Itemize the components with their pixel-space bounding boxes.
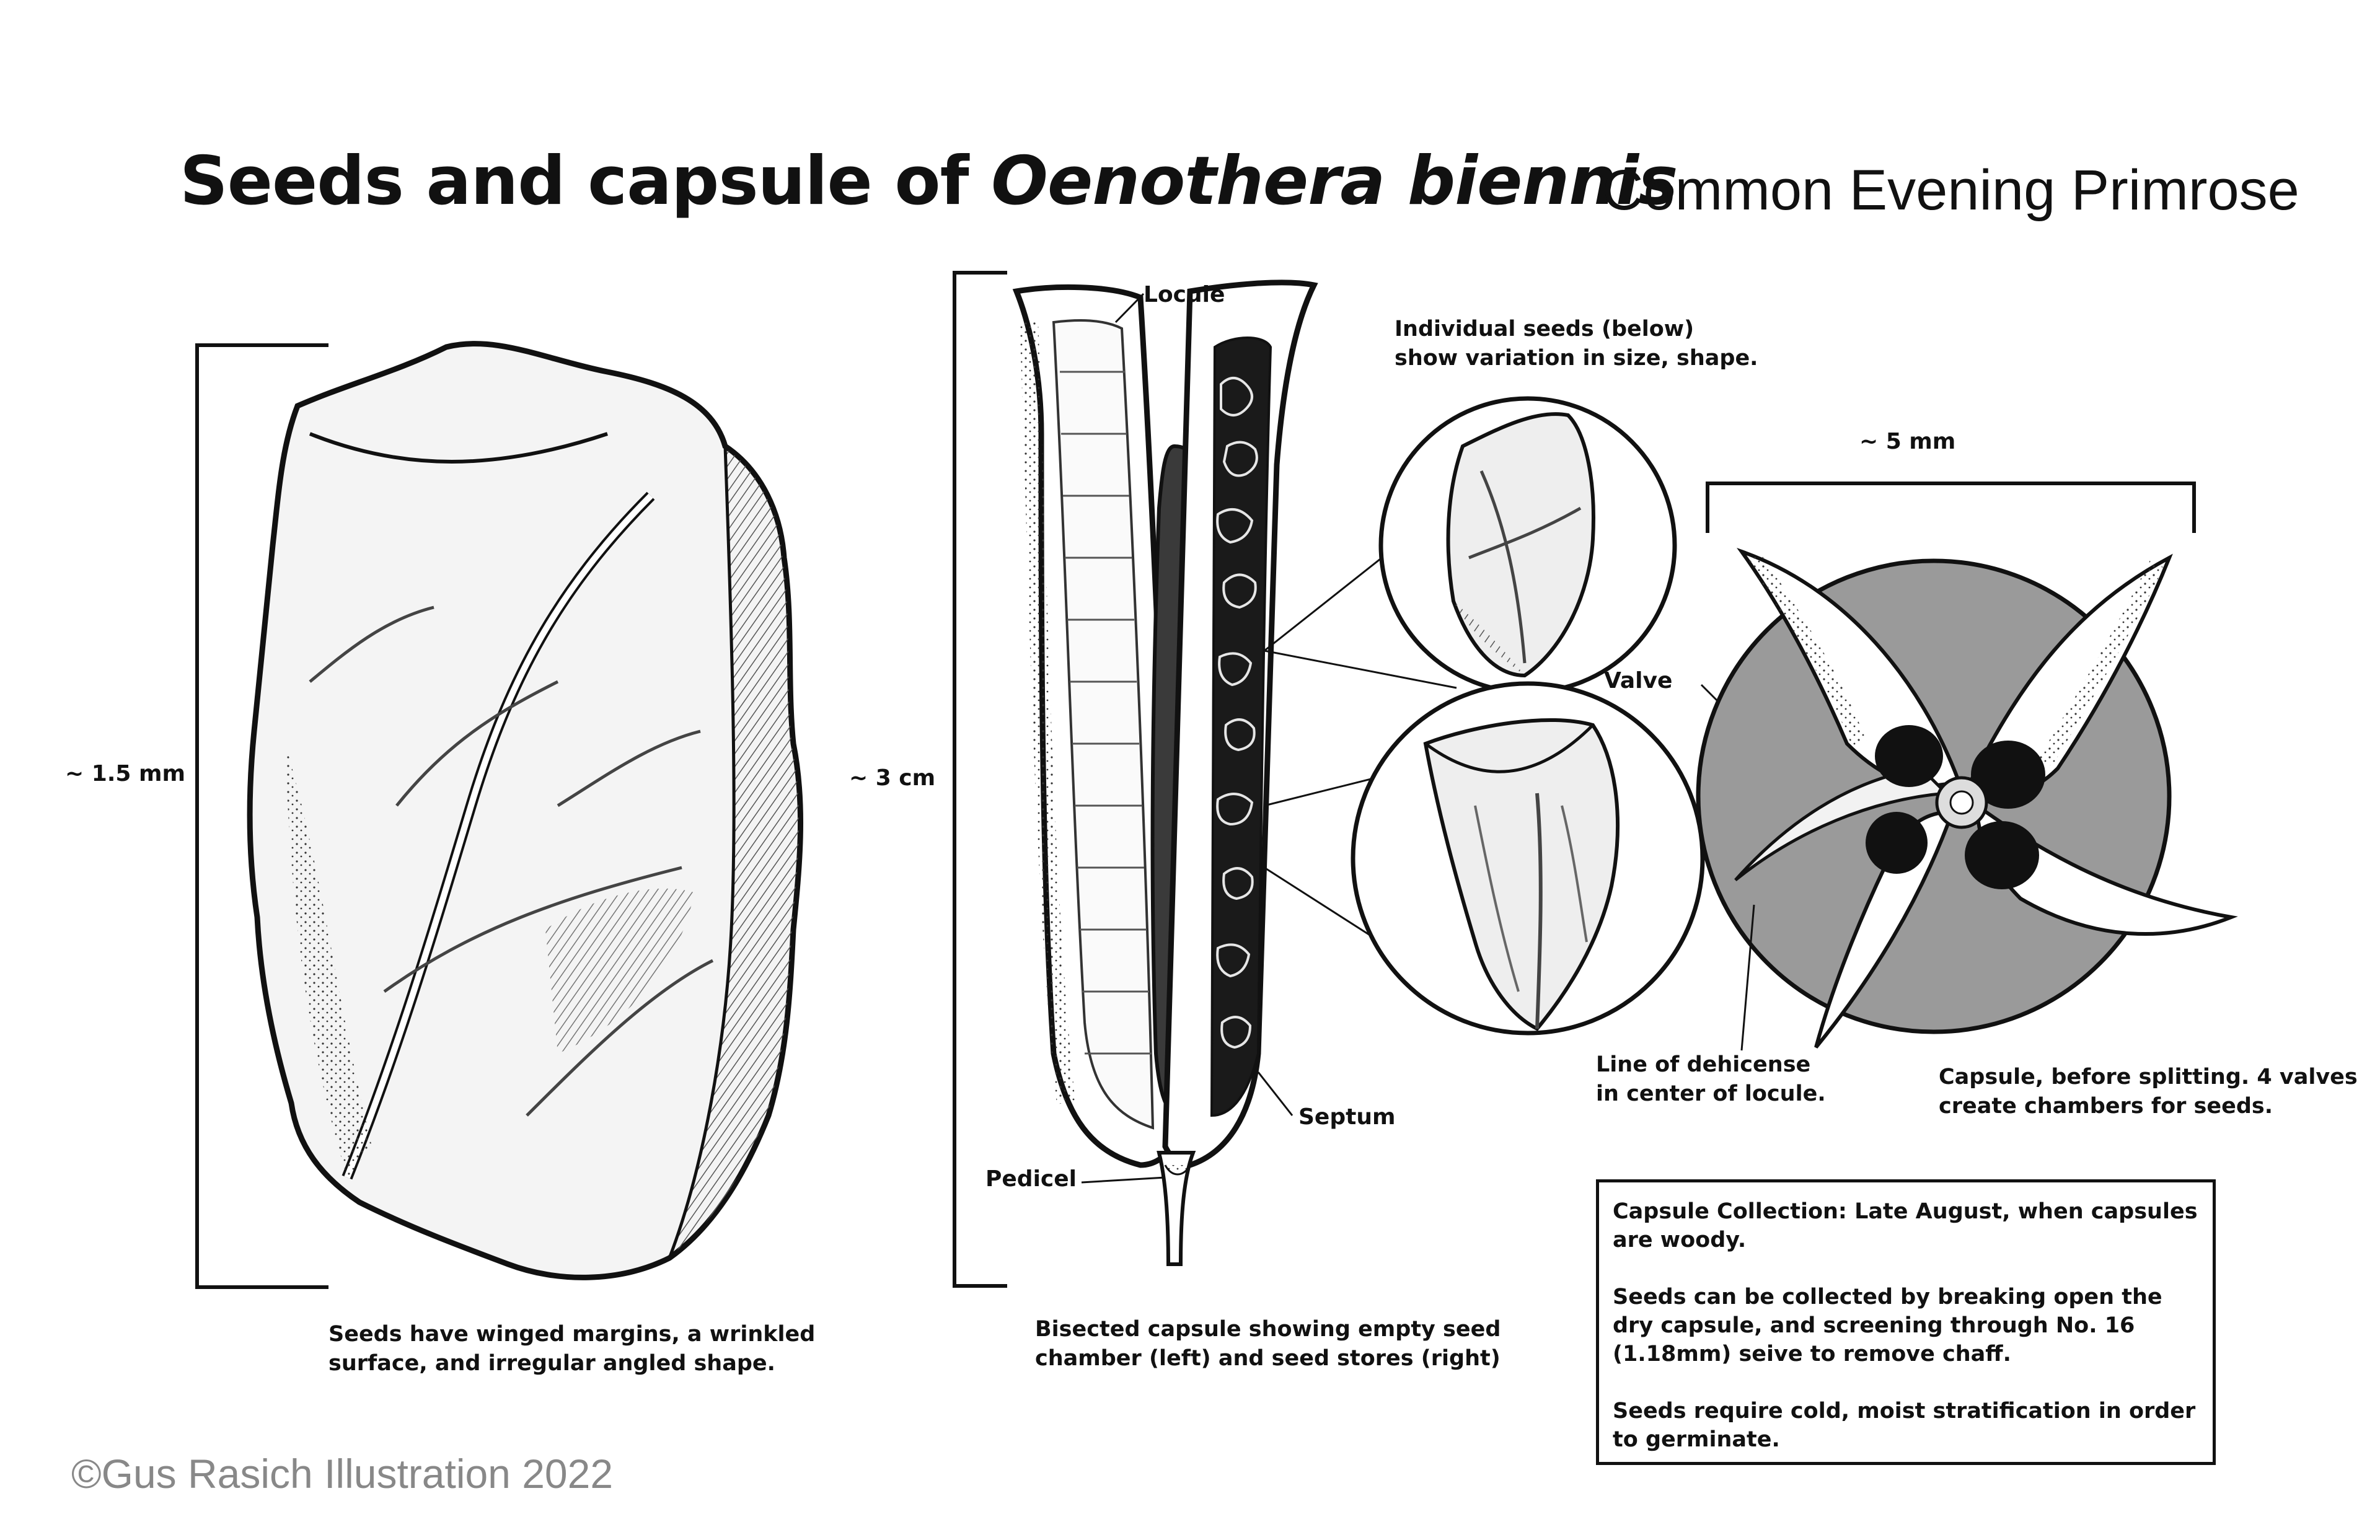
- label-septum: Septum: [1298, 1104, 1396, 1130]
- collection-info-box: [1596, 1179, 2216, 1465]
- dehiscence-label-line-1: Line of dehicense: [1596, 1052, 1811, 1077]
- valve-leader: [1701, 685, 1717, 700]
- label-pedicel: Pedicel: [985, 1166, 1077, 1192]
- label-locule: Locule: [1144, 282, 1225, 307]
- dehiscence-label: [1596, 1050, 1826, 1109]
- capsule-caption-line-2: chamber (left) and seed stores (right): [1035, 1346, 1501, 1371]
- capsule-scale-label: ~ 3 cm: [849, 765, 936, 791]
- pedicel-leader: [1082, 1177, 1165, 1182]
- top-view-caption: [1939, 1063, 2358, 1121]
- individual-seeds-note-line-2: show variation in size, shape.: [1395, 346, 1758, 371]
- seed-illustration: [250, 344, 801, 1278]
- individual-seeds-note-line-1: Individual seeds (below): [1395, 317, 1695, 341]
- top-view-caption-line-2: create chambers for seeds.: [1939, 1094, 2273, 1119]
- scientific-name: Oenothera biennis: [991, 143, 1678, 220]
- individual-seeds-note: [1395, 315, 1758, 373]
- bisected-capsule-illustration: [1016, 283, 1314, 1264]
- seed-caption-line-1: Seeds have winged margins, a wrinkled: [328, 1322, 816, 1347]
- info-seed-screening: Seeds can be collected by breaking open the dry capsule, and screening through No. 16 (1.18mm) seive to remove chaff.: [1613, 1285, 2162, 1366]
- info-capsule-collection: Capsule Collection: Late August, when capsules are woody.: [1613, 1199, 2198, 1252]
- title-prefix: Seeds and capsule of: [180, 143, 992, 220]
- top-view-caption-line-1: Capsule, before splitting. 4 valves: [1939, 1065, 2358, 1089]
- label-valve: Valve: [1604, 668, 1673, 693]
- capsule-caption-line-1: Bisected capsule showing empty seed: [1035, 1317, 1501, 1342]
- capsule-top-view-illustration: [1698, 552, 2231, 1047]
- individual-seed-2: [1353, 684, 1703, 1033]
- seed-caption: [328, 1320, 815, 1378]
- info-stratification: Seeds require cold, moist stratification in order to germinate.: [1613, 1399, 2196, 1452]
- magnify-line-1: [1264, 651, 1457, 688]
- capsule-caption: [1035, 1315, 1501, 1373]
- seed-scale-label: ~ 1.5 mm: [65, 761, 186, 786]
- copyright-notice: ©Gus Rasich Illustration 2022: [71, 1451, 614, 1497]
- capsule-scale-bracket: [954, 273, 1007, 1286]
- top-view-scale-bracket: [1708, 483, 2194, 533]
- common-name: Common Evening Primrose: [1602, 159, 2299, 222]
- dehiscence-label-line-2: in center of locule.: [1596, 1081, 1826, 1106]
- top-view-scale-label: ~ 5 mm: [1859, 429, 1956, 454]
- seed-caption-line-2: surface, and irregular angled shape.: [328, 1351, 775, 1376]
- individual-seed-1: [1381, 398, 1675, 692]
- septum-leader: [1258, 1072, 1292, 1115]
